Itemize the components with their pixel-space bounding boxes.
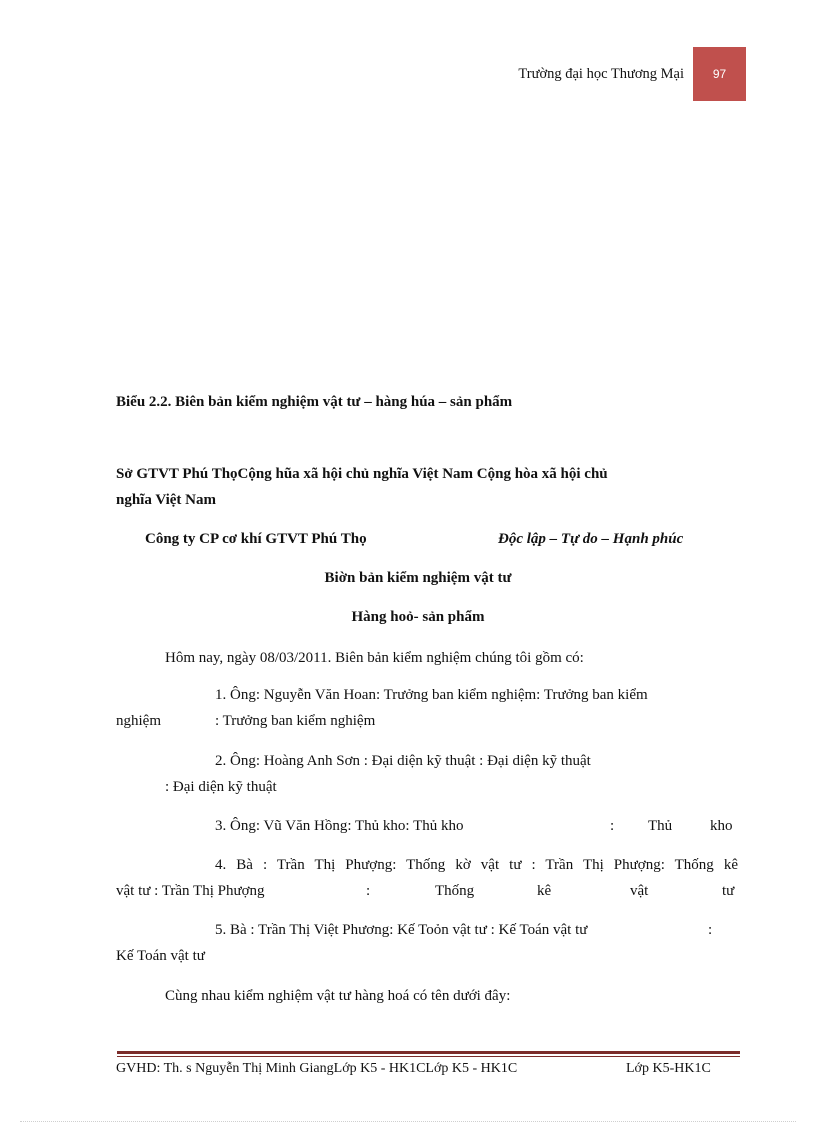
page-number-badge: 97 [693,47,746,101]
footer-rule-thick [117,1051,740,1054]
member-2-line-1: 2. Ông: Hoàng Anh Sơn : Đại diện kỹ thuật : Đại diện kỹ thuật [215,753,591,769]
org-header-line-1: Sở GTVT Phú ThọCộng hũa xã hội chủ nghĩa Việt Nam Cộng hòa xã hội chủ [116,466,608,482]
document-title: Biờn bản kiểm nghiệm vật tư [324,570,512,586]
member-3-colon: : [610,818,615,834]
page-bottom-dotted-line [20,1121,796,1122]
company-name: Công ty CP cơ khí GTVT Phú Thọ [145,531,367,547]
member-1-line-1 [215,687,738,704]
member-4-word-thong: Thống [435,883,475,899]
member-3-word-thu: Thủ [648,818,673,834]
member-2-line-2: : Đại diện kỹ thuật [165,779,277,795]
member-1-line-2a: nghiệm [116,713,161,729]
member-4-line-1: 4. Bà : Trần Thị Phượng: Thống kờ vật tư : Trần Thị Phượng: Thống kê [215,857,738,873]
member-5-text: 5. Bà : Trần Thị Việt Phương: Kế Toỏn vật tư : Kế Toán vật tư [215,922,588,938]
member-4-colon: : [366,883,371,899]
member-1-text: 1. Ông: Nguyễn Văn Hoan: Trưởng ban kiểm nghiệm: Trưởng ban kiểm [215,687,648,703]
member-4-word-ke: kê [537,883,552,899]
document-subtitle: Hàng hoỏ- sản phẩm [351,609,485,625]
footer-rule-thin [117,1056,740,1057]
member-3-word-kho: kho [710,818,733,834]
footer-advisor: GVHD: Th. s Nguyễn Thị Minh GiangLớp K5 - HK1CLớp K5 - HK1C [116,1061,518,1076]
intro-paragraph: Hôm nay, ngày 08/03/2011. Biên bản kiểm nghiệm chúng tôi gồm có: [165,650,584,666]
member-3-text: 3. Ông: Vũ Văn Hồng: Thủ kho: Thủ kho [215,818,464,834]
org-header-line-2: nghĩa Việt Nam [116,492,217,508]
footer-class: Lớp K5-HK1C [626,1061,711,1076]
figure-caption: Biểu 2.2. Biên bản kiểm nghiệm vật tư – hàng húa – sản phẩm [116,394,513,410]
header-school-name: Trường đại học Thương Mại [518,66,684,82]
member-4-word-tu: tư [722,883,735,899]
member-5-colon: : [708,922,713,938]
closing-paragraph: Cùng nhau kiểm nghiệm vật tư hàng hoá có tên dưới đây: [165,988,511,1004]
member-4-word-vat: vật [630,883,649,899]
national-motto: Độc lập – Tự do – Hạnh phúc [498,531,684,547]
member-4-name: vật tư : Trần Thị Phượng [116,883,265,899]
member-5-line-2: Kế Toán vật tư [116,948,205,964]
member-1-line-2b: : Trưởng ban kiểm nghiệm [215,713,376,729]
